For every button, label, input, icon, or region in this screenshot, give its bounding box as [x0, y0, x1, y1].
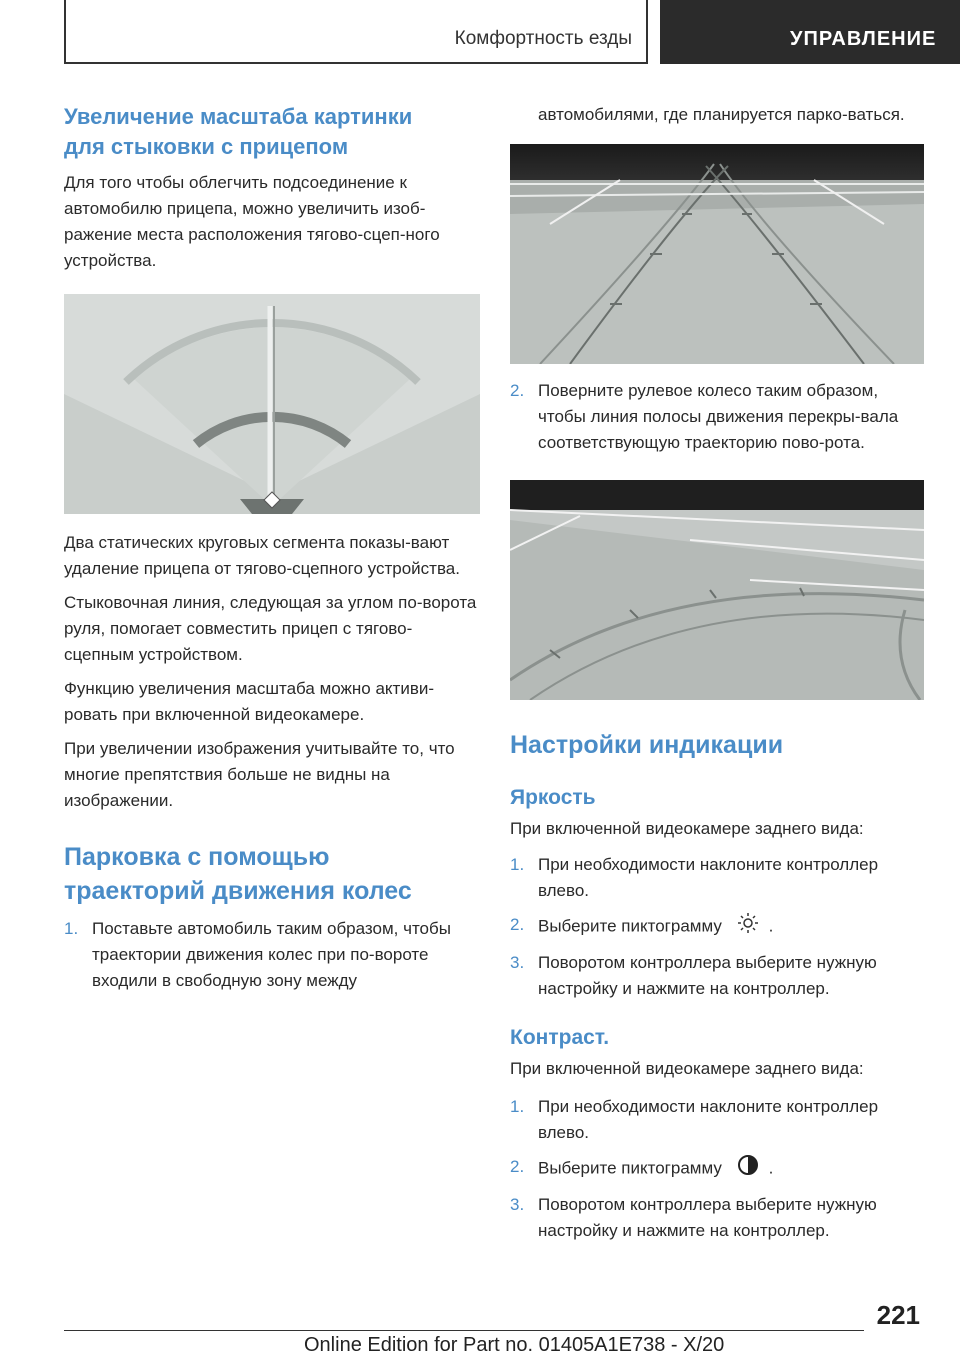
- step-text: При необходимости наклоните контроллер влево.: [538, 1097, 879, 1142]
- step-tail: .: [768, 1158, 774, 1178]
- list-item: [510, 1154, 924, 1184]
- heading-contrast: Контраст.: [510, 1026, 610, 1049]
- zoom-warning-paragraph: При увеличении изображения учитывайте то, что многие препятствия больше не видны на изображении.: [64, 739, 455, 810]
- contrast-icon: [737, 1154, 759, 1184]
- list-item: [510, 1192, 924, 1244]
- track-overlap-image: [510, 480, 924, 700]
- step-number: 1.: [64, 919, 79, 938]
- docking-line-paragraph: Стыковочная линия, следующая за углом по‐ворота руля, помогает совместить прицеп с тягово-сцепным устройством.: [64, 593, 477, 664]
- header-section-title: Комфортность езды: [454, 28, 632, 49]
- page-number: 221: [876, 1300, 920, 1330]
- step-number: 1.: [510, 1097, 525, 1116]
- step-text: Поворотом контроллера выберите нужную настройку и нажмите на контроллер.: [538, 953, 877, 998]
- continued-text: автомобилями, где планируется парко‐ваться.: [538, 105, 905, 124]
- step-number: 2.: [510, 915, 525, 934]
- right-column: [510, 102, 924, 1244]
- heading-zoom: Увеличение масштаба картинки для стыковки с прицепом: [64, 104, 413, 159]
- step-text: Поверните рулевое колесо таким образом, чтобы линия полосы движения перекры‐вала соответствующую траекторию пово‐рота.: [538, 381, 899, 452]
- step-tail: .: [768, 916, 774, 936]
- header-chapter-title: УПРАВЛЕНИЕ: [790, 28, 937, 50]
- header-chapter-box: [660, 0, 960, 64]
- brightness-intro: При включенной видеокамере заднего вида:: [510, 819, 864, 838]
- segments-paragraph: Два статических круговых сегмента показы‐вают удаление прицепа от тягово-сцепного устройства.: [64, 533, 460, 578]
- step-number: 3.: [510, 1195, 525, 1214]
- list-item: [510, 912, 924, 942]
- list-item: [64, 916, 482, 994]
- step-number: 1.: [510, 855, 525, 874]
- edition-text: Online Edition for Part no. 01405A1E738 - X/20: [304, 1334, 725, 1356]
- step-number: 2.: [510, 1157, 525, 1176]
- wheel-track-image: [510, 144, 924, 364]
- heading-brightness: Яркость: [510, 786, 596, 809]
- footer-divider: [64, 1330, 864, 1331]
- heading-display-settings: Настройки индикации: [510, 731, 784, 759]
- step-text: Выберите пиктограмму: [538, 1158, 722, 1178]
- left-column: [64, 102, 482, 994]
- step-text: При необходимости наклоните контроллер влево.: [538, 855, 879, 900]
- list-item: [510, 950, 924, 1002]
- zoom-activate-paragraph: Функцию увеличения масштаба можно активи‐ровать при включенной видеокамере.: [64, 679, 435, 724]
- header-section-box: [64, 0, 648, 64]
- zoom-hitch-image: [64, 294, 480, 514]
- zoom-paragraph: Для того чтобы облегчить подсоединение к автомобилю прицепа, можно увеличить изоб‐ражение места расположения тягово-сцеп‐ного устройства.: [64, 173, 440, 270]
- list-item: [510, 852, 924, 904]
- step-text: Выберите пиктограмму: [538, 916, 722, 936]
- step-text: Поворотом контроллера выберите нужную настройку и нажмите на контроллер.: [538, 1195, 877, 1240]
- list-item: [510, 1094, 924, 1146]
- contrast-intro: При включенной видеокамере заднего вида:: [510, 1059, 864, 1078]
- step-number: 2.: [510, 381, 525, 400]
- step-number: 3.: [510, 953, 525, 972]
- step-text: Поставьте автомобиль таким образом, чтобы траектории движения колес при по‐вороте входили в свободную зону между: [92, 919, 451, 990]
- sun-icon: [737, 912, 759, 942]
- list-item: [510, 378, 924, 456]
- heading-parking: Парковка с помощью траекторий движения колес: [64, 843, 412, 905]
